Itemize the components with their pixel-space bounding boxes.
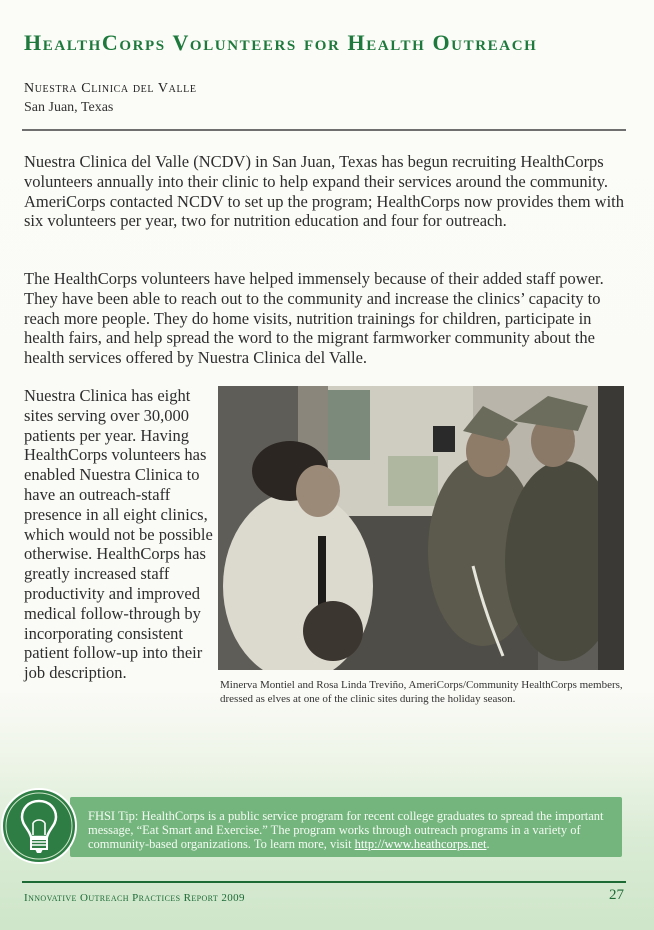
volunteers-photo xyxy=(218,386,624,670)
page-title: HealthCorps Volunteers for Health Outreach xyxy=(24,30,538,55)
impact-paragraph: The HealthCorps volunteers have helped immensely because of their added staff power. They have been able to reach out to the community and increase the clinics’ capacity to reach more people. They do home visits, nutrition trainings for children, participate in health fairs, and help spread the word to the migrant farmworker community about the health services offered by Nuestra Clinica del Valle. xyxy=(24,269,604,368)
tip-text-end: . xyxy=(486,837,490,851)
photo-caption: Minerva Montiel and Rosa Linda Treviño, AmeriCorps/Community HealthCorps members, dressed as elves at one of the clinic sites during the holiday season. xyxy=(220,679,623,705)
intro-paragraph: Nuestra Clinica del Valle (NCDV) in San Juan, Texas has begun recruiting HealthCorps volunteers annually into their clinic to help expand their services around the community. AmeriCorps contacted NCDV to set up the program; HealthCorps now provides them with six volunteers per year, two for nutrition education and four for outreach. xyxy=(24,152,625,231)
tip-text-body: FHSI Tip: HealthCorps is a public service program for recent college graduates to spread the important message, “Eat Smart and Exercise.” The program works through outreach programs in a variety of community-based organizations. To learn more, visit xyxy=(88,809,604,851)
volunteers-photo-illustration xyxy=(218,386,624,670)
report-title: Innovative Outreach Practices Report 2009 xyxy=(24,892,245,904)
lightbulb-icon xyxy=(0,787,78,865)
header-divider xyxy=(22,129,626,131)
page-number: 27 xyxy=(609,887,624,903)
healthcorps-link[interactable]: http://www.heathcorps.net xyxy=(354,837,487,851)
sidebar-paragraph: Nuestra Clinica has eight sites serving over 30,000 patients per year. Having HealthCorps volunteers has enabled Nuestra Clinica to have an outreach-staff presence in all eight clinics, which would not be possible otherwise. HealthCorps has greatly increased staff productivity and improved medical follow-through by incorporating consistent patient follow-up into their job description. xyxy=(24,386,213,683)
organization-location: San Juan, Texas xyxy=(24,100,114,115)
footer-divider xyxy=(22,881,626,883)
tip-text xyxy=(88,809,608,851)
organization-name: Nuestra Clinica del Valle xyxy=(24,81,197,96)
